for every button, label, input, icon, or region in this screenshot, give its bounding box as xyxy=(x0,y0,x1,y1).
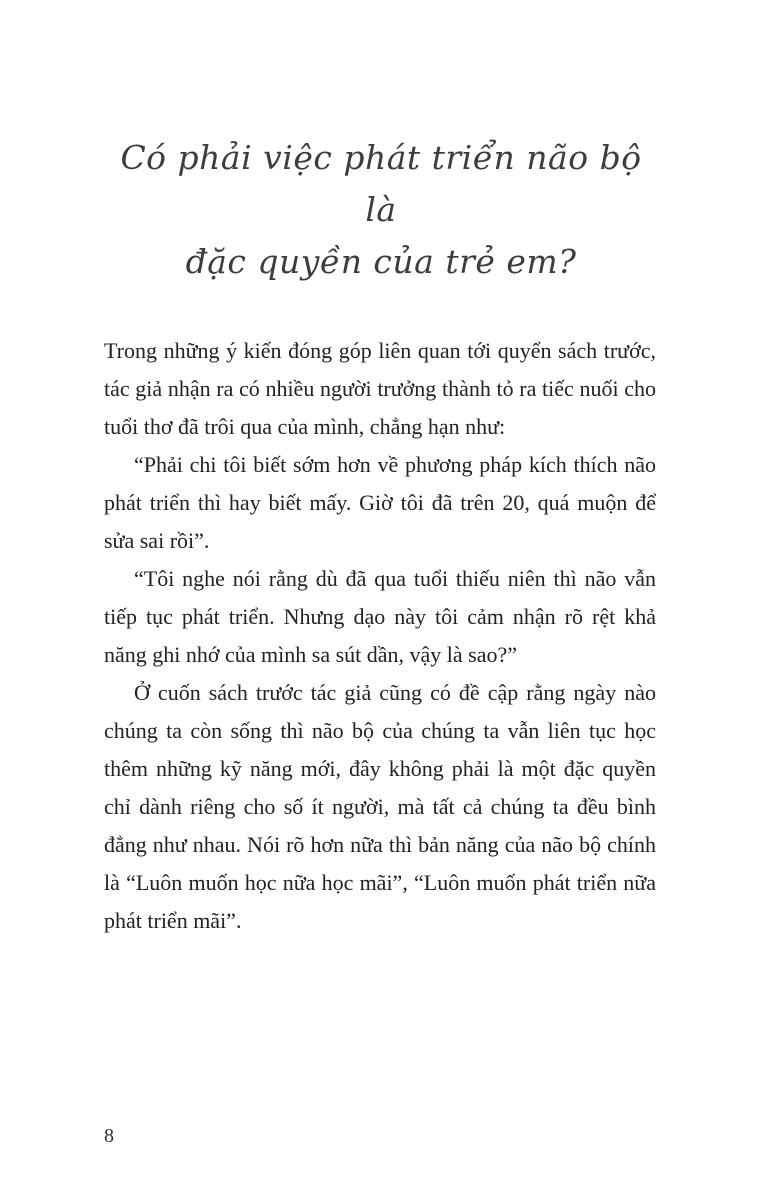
paragraph-2: “Phải chi tôi biết sớm hơn về phương pháp kích thích não phát triển thì hay biết mấy. Giờ tôi đã trên 20, quá muộn để sửa sai rồi”. xyxy=(104,452,656,553)
paragraph-1: Trong những ý kiến đóng góp liên quan tới quyển sách trước, tác giả nhận ra có nhiều người trưởng thành tỏ ra tiếc nuối cho tuổi thơ đã trôi qua của mình, chẳng hạn như: xyxy=(104,338,656,439)
page-number: 8 xyxy=(104,1125,114,1147)
chapter-title-line-1: Có phải việc phát triển não bộ là xyxy=(120,138,642,229)
paragraph-3: “Tôi nghe nói rằng dù đã qua tuổi thiếu niên thì não vẫn tiếp tục phát triển. Nhưng dạo này tôi cảm nhận rõ rệt khả năng ghi nhớ của mình sa sút dần, vậy là sao?” xyxy=(104,566,656,667)
paragraph-4: Ở cuốn sách trước tác giả cũng có đề cập rằng ngày nào chúng ta còn sống thì não bộ của chúng ta vẫn liên tục học thêm những kỹ năng mới, đây không phải là một đặc quyền chỉ dành riêng cho số ít người, mà tất cả chúng ta đều bình đẳng như nhau. Nói rõ hơn nữa thì bản năng của não bộ chính là “Luôn muốn học nữa học mãi”, “Luôn muốn phát triển nữa phát triển mãi”. xyxy=(104,680,656,933)
chapter-title xyxy=(104,132,658,288)
chapter-title-line-2: đặc quyền của trẻ em? xyxy=(185,242,577,281)
body-text xyxy=(104,332,656,940)
